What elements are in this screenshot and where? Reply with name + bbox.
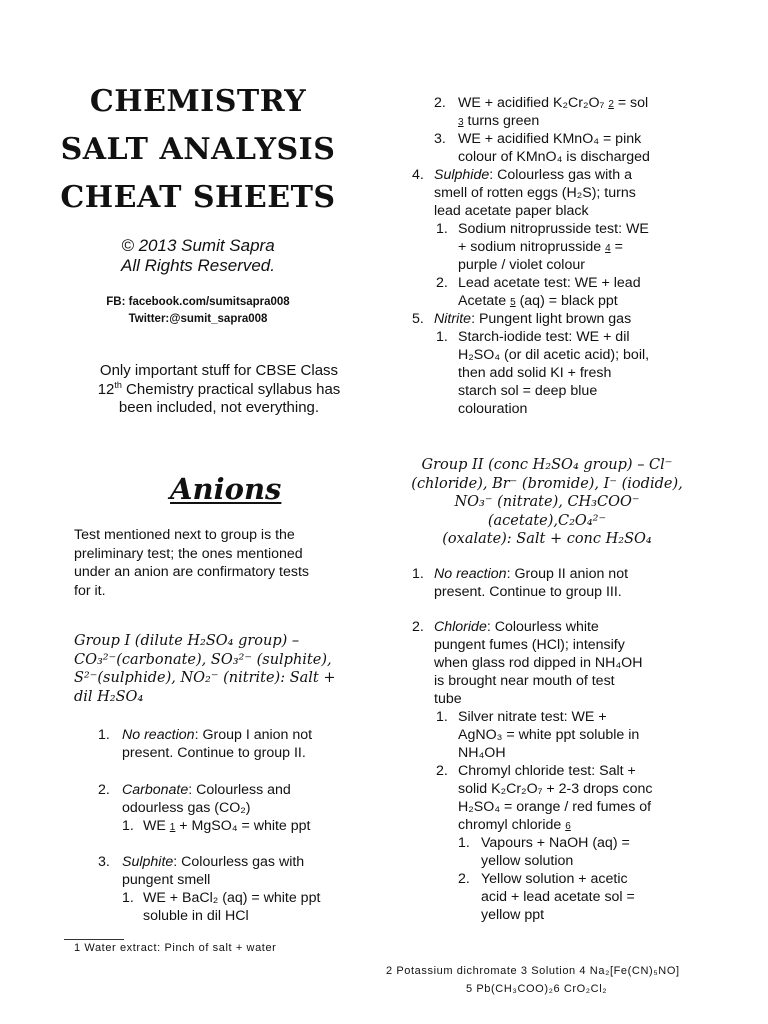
list-item [434, 310, 631, 328]
group-1-line-4: dil H₂SO₄ [74, 688, 144, 705]
list-item-cont: present. Continue to group II. [122, 745, 306, 761]
list-item: WE + acidified KMnO₄ = pink [458, 131, 642, 147]
sub-sub-item: Vapours + NaOH (aq) = [481, 835, 630, 851]
intro-line-2 [60, 381, 378, 400]
list-number: 4. [412, 167, 424, 183]
sub-number: 1. [122, 818, 134, 834]
sub-item: Starch-iodide test: WE + dil [458, 329, 630, 345]
sub-item-cont: soluble in dil HCl [143, 908, 249, 924]
footnote-divider [64, 939, 124, 940]
footnote-ref[interactable]: 2 [608, 99, 614, 110]
sub-item-cont: NH₄OH [458, 745, 506, 761]
item-label: Nitrite [434, 311, 472, 327]
list-item [434, 166, 632, 184]
footnote-right-1: 2 Potassium dichromate 3 Solution 4 Na₂[Fe(CN)₅NO] [386, 965, 680, 977]
group-2-line-3: NO₃⁻ (nitrate), CH₃COO⁻ [454, 494, 640, 510]
item-text: : Group II anion not [506, 566, 629, 582]
list-item-cont: pungent smell [122, 872, 211, 888]
list-number: 3. [434, 131, 446, 147]
sub-number: 1. [436, 709, 448, 725]
list-number: 2. [98, 782, 110, 798]
sub-item: Chromyl chloride test: Salt + [458, 763, 636, 779]
item-label: No reaction [434, 566, 507, 582]
sub-item: WE + BaCl₂ (aq) = white ppt [143, 890, 321, 906]
sub-sub-item-cont: yellow ppt [481, 907, 545, 923]
sub-item-cont: H₂SO₄ (or dil acetic acid); boil, [458, 347, 650, 363]
sub-item-cont: solid K₂Cr₂O₇ + 2-3 drops conc [458, 781, 653, 797]
group-2-line-4: (acetate),C₂O₄²⁻ [487, 512, 607, 529]
footnote-ref[interactable]: 5 [510, 297, 516, 308]
footnote-left: 1 Water extract: Pinch of salt + water [74, 942, 277, 954]
list-item-cont: smell of rotten eggs (H₂S); turns [434, 185, 636, 201]
title-line-2: SALT ANALYSIS [60, 132, 336, 167]
sub-item-text: chromyl chloride [458, 817, 566, 833]
list-item [434, 565, 628, 583]
sub-item: Silver nitrate test: WE + [458, 709, 607, 725]
list-item-cont: present. Continue to group III. [434, 584, 622, 600]
para-line-1: Test mentioned next to group is the [74, 527, 295, 543]
group-1-heading [74, 632, 380, 706]
copyright-line-2: All Rights Reserved. [120, 256, 275, 275]
sub-item-cont: starch sol = deep blue [458, 383, 598, 399]
group-1-line-2: CO₃²⁻(carbonate), SO₃²⁻ (sulphite), [74, 651, 332, 668]
item-label: Sulphide [434, 167, 490, 183]
sub-item-cont: colouration [458, 401, 528, 417]
item-text: : Pungent light brown gas [471, 311, 632, 327]
sub-number: 2. [436, 275, 448, 291]
title-line-1: CHEMISTRY [89, 84, 307, 119]
item-text: = sol [613, 95, 649, 111]
sub-item: Lead acetate test: WE + lead [458, 275, 641, 291]
list-item-cont: pungent fumes (HCl); intensify [434, 637, 625, 653]
copyright [40, 236, 356, 276]
list-number: 2. [412, 619, 424, 635]
item-text: : Colourless gas with a [489, 167, 632, 183]
page-title [40, 78, 356, 222]
class-number: 12 [97, 380, 115, 398]
list-number: 3. [98, 854, 110, 870]
item-text: : Colourless white [486, 619, 599, 635]
anions-heading: Anions [170, 472, 282, 506]
item-text: turns green [463, 113, 540, 129]
sub-item-cont: then add solid KI + fresh [458, 365, 612, 381]
sub-item [143, 817, 310, 837]
group-1-line-1: Group I (dilute H₂SO₄ group) – [74, 633, 300, 649]
intro-paragraph [74, 526, 378, 600]
list-item-cont: odourless gas (CO₂) [122, 800, 251, 816]
footnote-ref[interactable]: 6 [565, 821, 571, 832]
footnote-ref[interactable]: 3 [458, 117, 464, 128]
item-label: Chloride [434, 619, 487, 635]
list-item-cont: lead acetate paper black [434, 203, 589, 219]
para-line-4: for it. [74, 582, 106, 599]
sub-sub-item-cont: acid + lead acetate sol = [481, 889, 635, 905]
list-item-cont: when glass rod dipped in NH₄OH [434, 655, 643, 671]
sub-number: 1. [436, 221, 448, 237]
footnote-ref[interactable]: 4 [605, 243, 611, 254]
list-number: 5. [412, 311, 424, 327]
list-number: 1. [412, 566, 424, 582]
intro-line-2-rest: Chemistry practical syllabus has [121, 380, 341, 398]
list-item-cont: is brought near mouth of test [434, 673, 615, 689]
group-2-line-5: (oxalate): Salt + conc H₂SO₄ [442, 531, 652, 547]
group-2-line-2: (chloride), Br⁻ (bromide), I⁻ (iodide), [411, 475, 683, 492]
list-number: 1. [98, 727, 110, 743]
sub-item: Sodium nitroprusside test: WE [458, 221, 649, 237]
footnote-right-2: 5 Pb(CH₃COO)₂6 CrO₂Cl₂ [466, 983, 608, 995]
sub-item-text: + sodium nitroprusside [458, 239, 606, 255]
item-text: : Colourless gas with [173, 854, 305, 870]
item-text: WE + acidified K₂Cr₂O₇ [458, 95, 609, 111]
list-item [122, 853, 304, 871]
footnote-ref[interactable]: 1 [169, 822, 176, 833]
sub-item-text: WE [143, 818, 170, 834]
group-2-heading [384, 456, 710, 549]
list-item-cont: tube [434, 691, 462, 707]
sub-item-text: = [610, 239, 623, 255]
facebook-link[interactable]: FB: facebook.com/sumitsapra008 [106, 296, 290, 308]
twitter-link[interactable]: Twitter:@sumit_sapra008 [128, 313, 268, 325]
list-item [122, 781, 291, 799]
list-item [122, 726, 312, 744]
sub-number: 2. [436, 763, 448, 779]
title-line-3: CHEAT SHEETS [60, 180, 336, 215]
list-number: 2. [434, 95, 446, 111]
sub-item-text: Acetate [458, 293, 511, 309]
item-text: : Group I anion not [194, 727, 313, 743]
sub-item-text: + MgSO₄ = white ppt [175, 818, 311, 834]
sub-sub-item-cont: yellow solution [481, 853, 574, 869]
list-item [434, 618, 599, 636]
sub-number: 1. [436, 329, 448, 345]
group-2-line-1: Group II (conc H₂SO₄ group) – Cl⁻ [421, 457, 673, 473]
item-label: No reaction [122, 727, 195, 743]
intro-line-1: Only important stuff for CBSE Class [99, 362, 339, 379]
sub-item-text: (aq) = black ppt [515, 293, 618, 309]
sub-sub-item: Yellow solution + acetic [481, 871, 628, 887]
social-links [40, 294, 356, 328]
para-line-2: preliminary test; the ones mentioned [74, 545, 303, 562]
sub-item-cont: AgNO₃ = white ppt soluble in [458, 727, 640, 743]
class-suffix: th [114, 379, 122, 390]
sub-sub-number: 2. [458, 871, 470, 887]
item-label: Sulphite [122, 854, 174, 870]
item-text: : Colourless and [188, 782, 291, 798]
copyright-line-1: © 2013 Sumit Sapra [121, 236, 275, 255]
group-1-line-3: S²⁻(sulphide), NO₂⁻ (nitrite): Salt + [74, 670, 336, 686]
sub-number: 1. [122, 890, 134, 906]
para-line-3: under an anion are confirmatory tests [74, 564, 310, 580]
intro-note [60, 362, 378, 418]
intro-line-3: been included, not everything. [118, 399, 320, 416]
item-label: Carbonate [122, 782, 189, 798]
list-item-cont: colour of KMnO₄ is discharged [458, 149, 650, 165]
sub-sub-number: 1. [458, 835, 470, 851]
sub-item-cont: H₂SO₄ = orange / red fumes of [458, 799, 652, 815]
sub-item-cont: purple / violet colour [458, 257, 585, 273]
